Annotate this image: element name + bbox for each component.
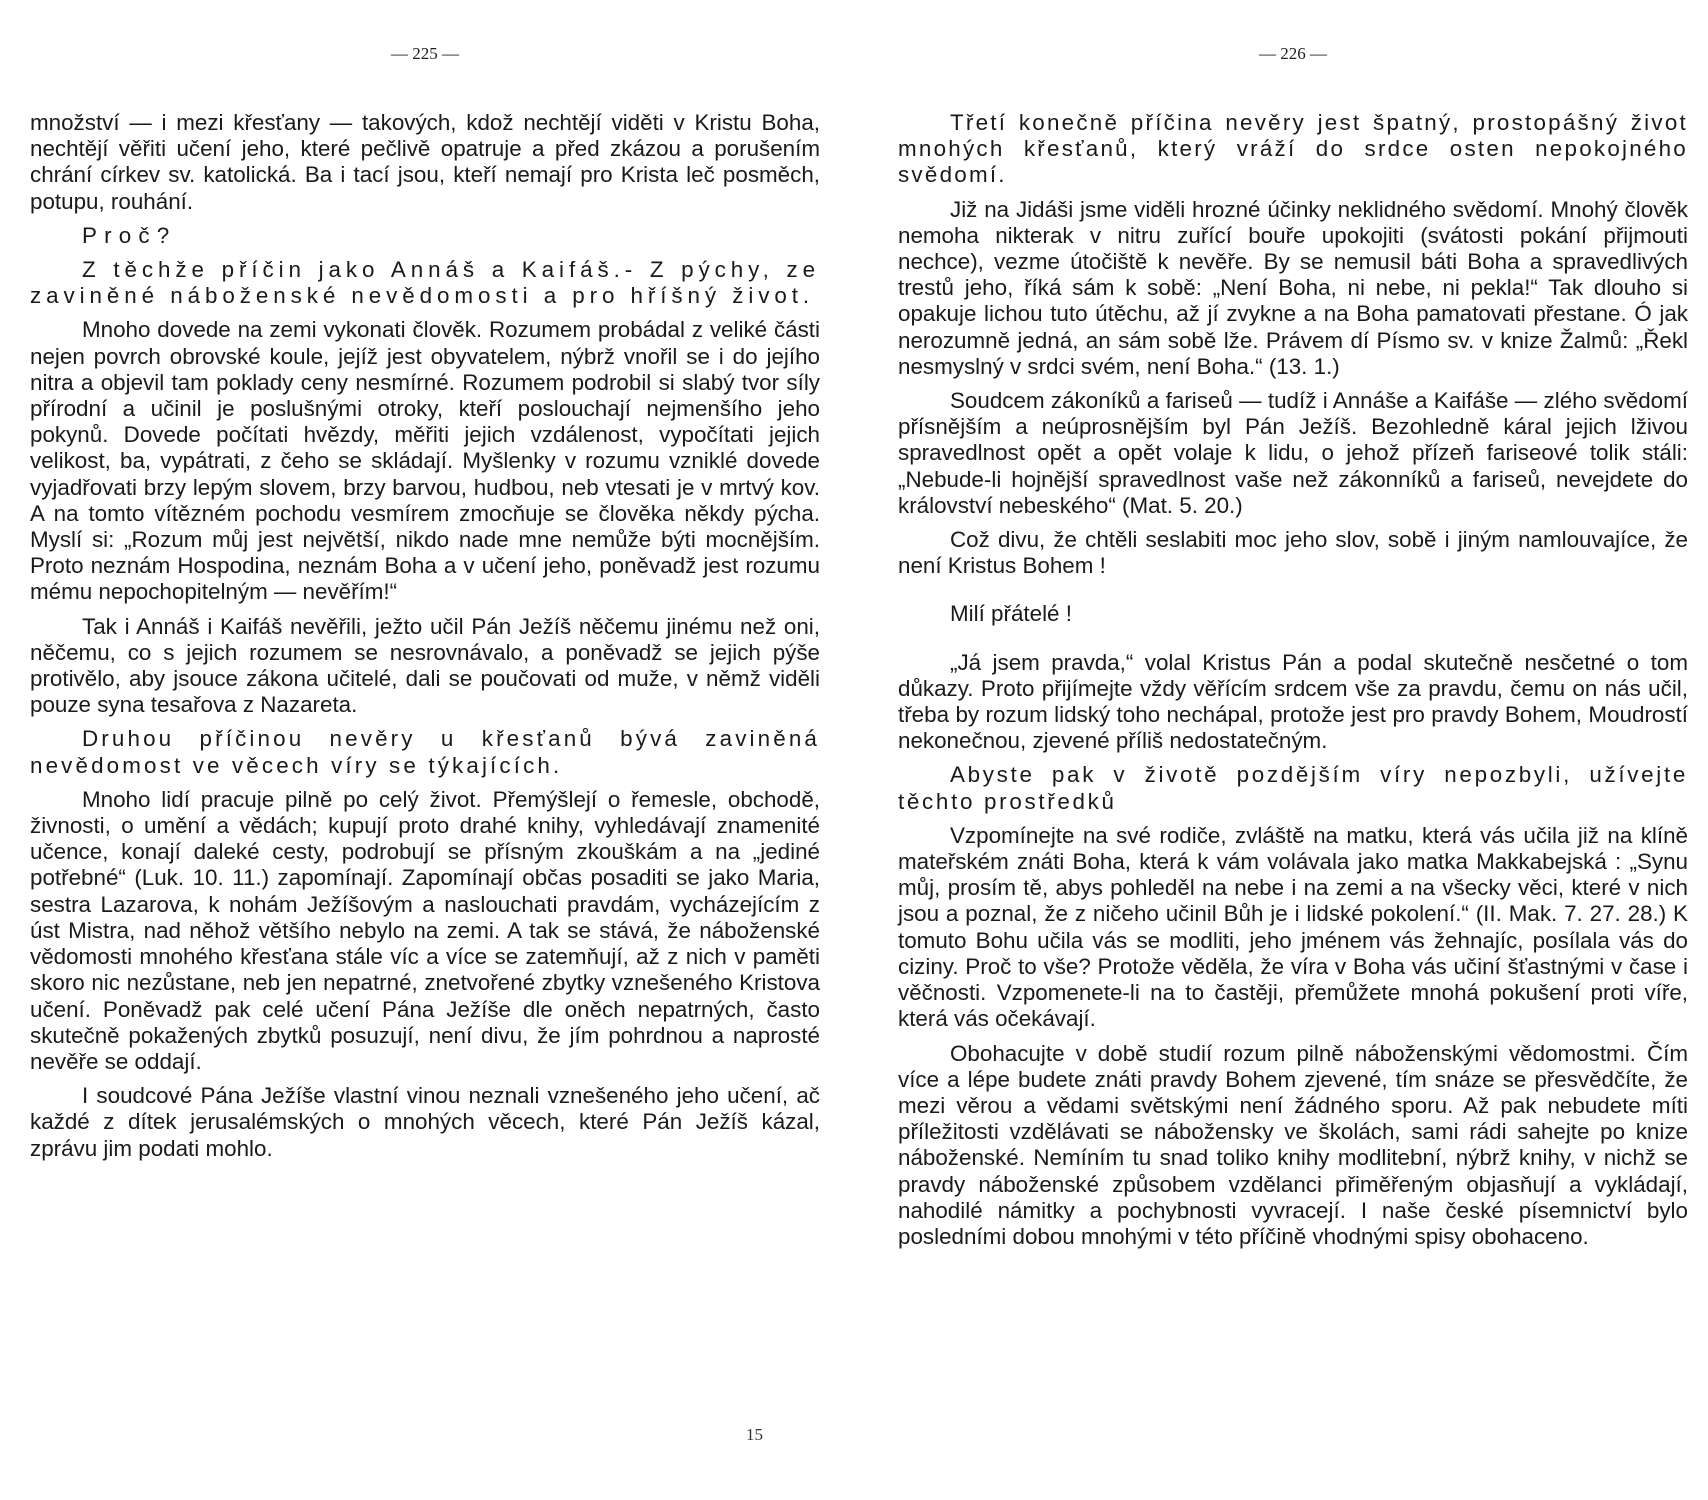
paragraph: Proč? [82, 222, 177, 248]
page-number-226: — 226 — [1259, 44, 1327, 63]
paragraph: množství — i mezi křesťany — takových, kdož nechtějí viděti v Kristu Boha, nechtějí věřiti učení jeho, které pečlivě opatruje a před zkázou a porušením chrání církev sv. katolická. Ba i tací jsou, kteří nemají pro Krista leč posměch, potupu, rouhání. [30, 110, 820, 214]
paragraph: I soudcové Pána Ježíše vlastní vinou neznali vznešeného jeho učení, ač každé z dítek jerusalémských o mnohých věcech, které Pán Ježíš kázal, zprávu jim podati mohlo. [30, 1083, 820, 1161]
paragraph: Třetí konečně příčina nevěry jest špatný, prostopášný život mnohých křesťanů, který vráží do srdce osten nepokojného svědomí. [898, 110, 1688, 188]
salutation: Milí přátelé ! [950, 601, 1072, 627]
paragraph: Vzpomínejte na své rodiče, zvláště na matku, která vás učila již na klíně mateřském znáti Boha, která k vám volávala jako matka Makkabejská : „Synu můj, prosím tě, abys pohleděl na nebe i na zemi a na všecky věci, které v nich jsou a poznal, že z ničeho učinil Bůh je i lidské pokolení.“ (II. Mak. 7. 27. 28.) K tomuto Bohu učila vás se modliti, jeho jménem vás žehnajíc, posílala vás do ciziny. Proč to vše? Protože věděla, že víra v Boha vás učiní šťastnými v čase i věčnosti. Vzpomenete-li na to častěji, přemůžete mnohá pokušení proti víře, která vás očekávají. [898, 822, 1688, 1032]
paragraph: Abyste pak v životě pozdějším víry nepozbyli, užívejte těchto prostředků [898, 762, 1688, 814]
paragraph: Již na Jidáši jsme viděli hrozné účinky neklidného svědomí. Mnohý člověk nemoha nikterak v nitru zuřící bouře upokojiti (svátosti pokání přijmouti nechce), vezme útočiště k nevěře. By se nemusil báti Boha a spravedlivých trestů jeho, říká sám k sobě: „Není Boha, ni nebe, ni pekla!“ Tak dlouho si opakuje lichou tuto útěchu, až jí zvykne a na Boha pamatovati přestane. Ó jak nerozumně jedná, an sám sobě lže. Právem dí Písmo sv. v knize Žalmů: „Řekl nesmyslný v srdci svém, není Boha.“ (13. 1.) [898, 196, 1688, 379]
right-page [898, 0, 1688, 1500]
paragraph: Druhou příčinou nevěry u křesťanů bývá zaviněná nevědomost ve věcech víry se týkajících. [30, 726, 820, 778]
signature-mark: 15 [746, 1425, 763, 1444]
paragraph: Což divu, že chtěli seslabiti moc jeho slov, sobě i jiným namlouvajíce, že není Kristus Bohem ! [898, 527, 1688, 579]
paragraph: Obohacujte v době studií rozum pilně náboženskými vědomostmi. Čím více a lépe budete znáti pravdy Bohem zjevené, tím snáze se přesvědčíte, že mezi věrou a vědami světskými není žádného sporu. Až pak nebudete míti příležitosti vzdělávati se nábožensky ve školách, sami rádi sahejte po knize náboženské. Nemíním tu snad toliko knihy modlitební, nýbrž knihy, v nichž se pravdy náboženské způsobem vzdělanci přiměřeným objasňují a vykládají, nahodilé námitky a pochybnosti vyvracejí. I naše české písemnictví bylo posledními dobou mnohými v této příčině vhodnými spisy obohaceno. [898, 1040, 1688, 1249]
paragraph: „Já jsem pravda,“ volal Kristus Pán a podal skutečně nesčetné o tom důkazy. Proto přijímejte vždy věřícím srdcem vše za pravdu, čemu on nás učil, třeba by rozum lidský toho nechápal, protože jest pro pravdy Bohem, Moudrostí nekonečnou, zjevené příliš nedostatečným. [898, 649, 1688, 754]
left-page-text [30, 110, 820, 1170]
paragraph: Soudcem zákoníků a fariseů — tudíž i Annáše a Kaifáše — zlého svědomí přísnějším a neúprosnějším byl Pán Ježíš. Bezohledně káral jejich lživou spravedlnost opět a opět volaje k lidu, o jehož přízeň fariseové tolik stáli: „Nebude-li hojnější spravedlnost vaše než zákonníků a fariseů, nevejdete do království nebeského“ (Mat. 5. 20.) [898, 388, 1688, 518]
page-number-225: — 225 — [391, 44, 459, 63]
right-page-text [898, 110, 1688, 1258]
paragraph: Z těchže příčin jako Annáš a Kaifáš.- Z pýchy, ze zaviněné náboženské nevědomosti a pro hříšný život. [30, 257, 820, 309]
paragraph: Mnoho lidí pracuje pilně po celý život. Přemýšlejí o řemesle, obchodě, živnosti, o umění a vědách; kupují proto drahé knihy, vyhledávají znamenité učence, konají daleké cesty, podrobují se přísným zkouškám a na „jediné potřebné“ (Luk. 10. 11.) zapomínají. Zapomínají občas posaditi se jako Maria, sestra Lazarova, k nohám Ježíšovým a naslouchati pravdám, vycházejícím z úst Mistra, nad něhož většího nebylo na zemi. A tak se stává, že náboženské vědomosti mnohého křesťana stále víc a více se zatemňují, až z nich v paměti skoro nic nezůstane, neb jen nepatrné, znetvořené zbytky vznešeného Kristova učení. Poněvadž pak celé učení Pána Ježíše dle oněch nepatrných, často skutečně pokažených zbytků posuzují, není divu, že jím pohrdnou a naprosté nevěře se oddají. [30, 786, 820, 1074]
paragraph: Mnoho dovede na zemi vykonati člověk. Rozumem probádal z veliké části nejen povrch obrovské koule, jejíž jest obyvatelem, nýbrž vnořil se i do jejího nitra a objevil tam poklady ceny nesmírné. Rozumem podrobil si slabý tvor síly přírodní a učinil je poslušnými otroky, kteří poslouchají nejmenšího jeho pokynů. Dovede počítati hvězdy, měřiti jejich vzdálenost, vypočítati jejich velikost, ba, vypátrati, z čeho se skládají. Myšlenky v rozumu vzniklé dovede vyjadřovati brzy lepým slovem, brzy barvou, hudbou, neb vtesati je v mrtvý kov. A na tomto vítězném pochodu vesmírem zmocňuje se člověka někdy pýcha. Myslí si: „Rozum můj jest největší, nikdo nade mne nemůže býti mocnějším. Proto neznám Hospodina, neznám Boha a v učení jeho, poněvadž jest rozumu mému nepochopitelným — nevěřím!“ [30, 317, 820, 605]
left-page [30, 0, 820, 1500]
paragraph: Tak i Annáš i Kaifáš nevěřili, ježto učil Pán Ježíš něčemu jinému než oni, něčemu, co s jejich rozumem se nesrovnávalo, a poněvadž se jejich pýše protivělo, aby jsouce zákona učitelé, dali se poučovati od muže, v němž viděli pouze syna tesařova z Nazareta. [30, 613, 820, 718]
